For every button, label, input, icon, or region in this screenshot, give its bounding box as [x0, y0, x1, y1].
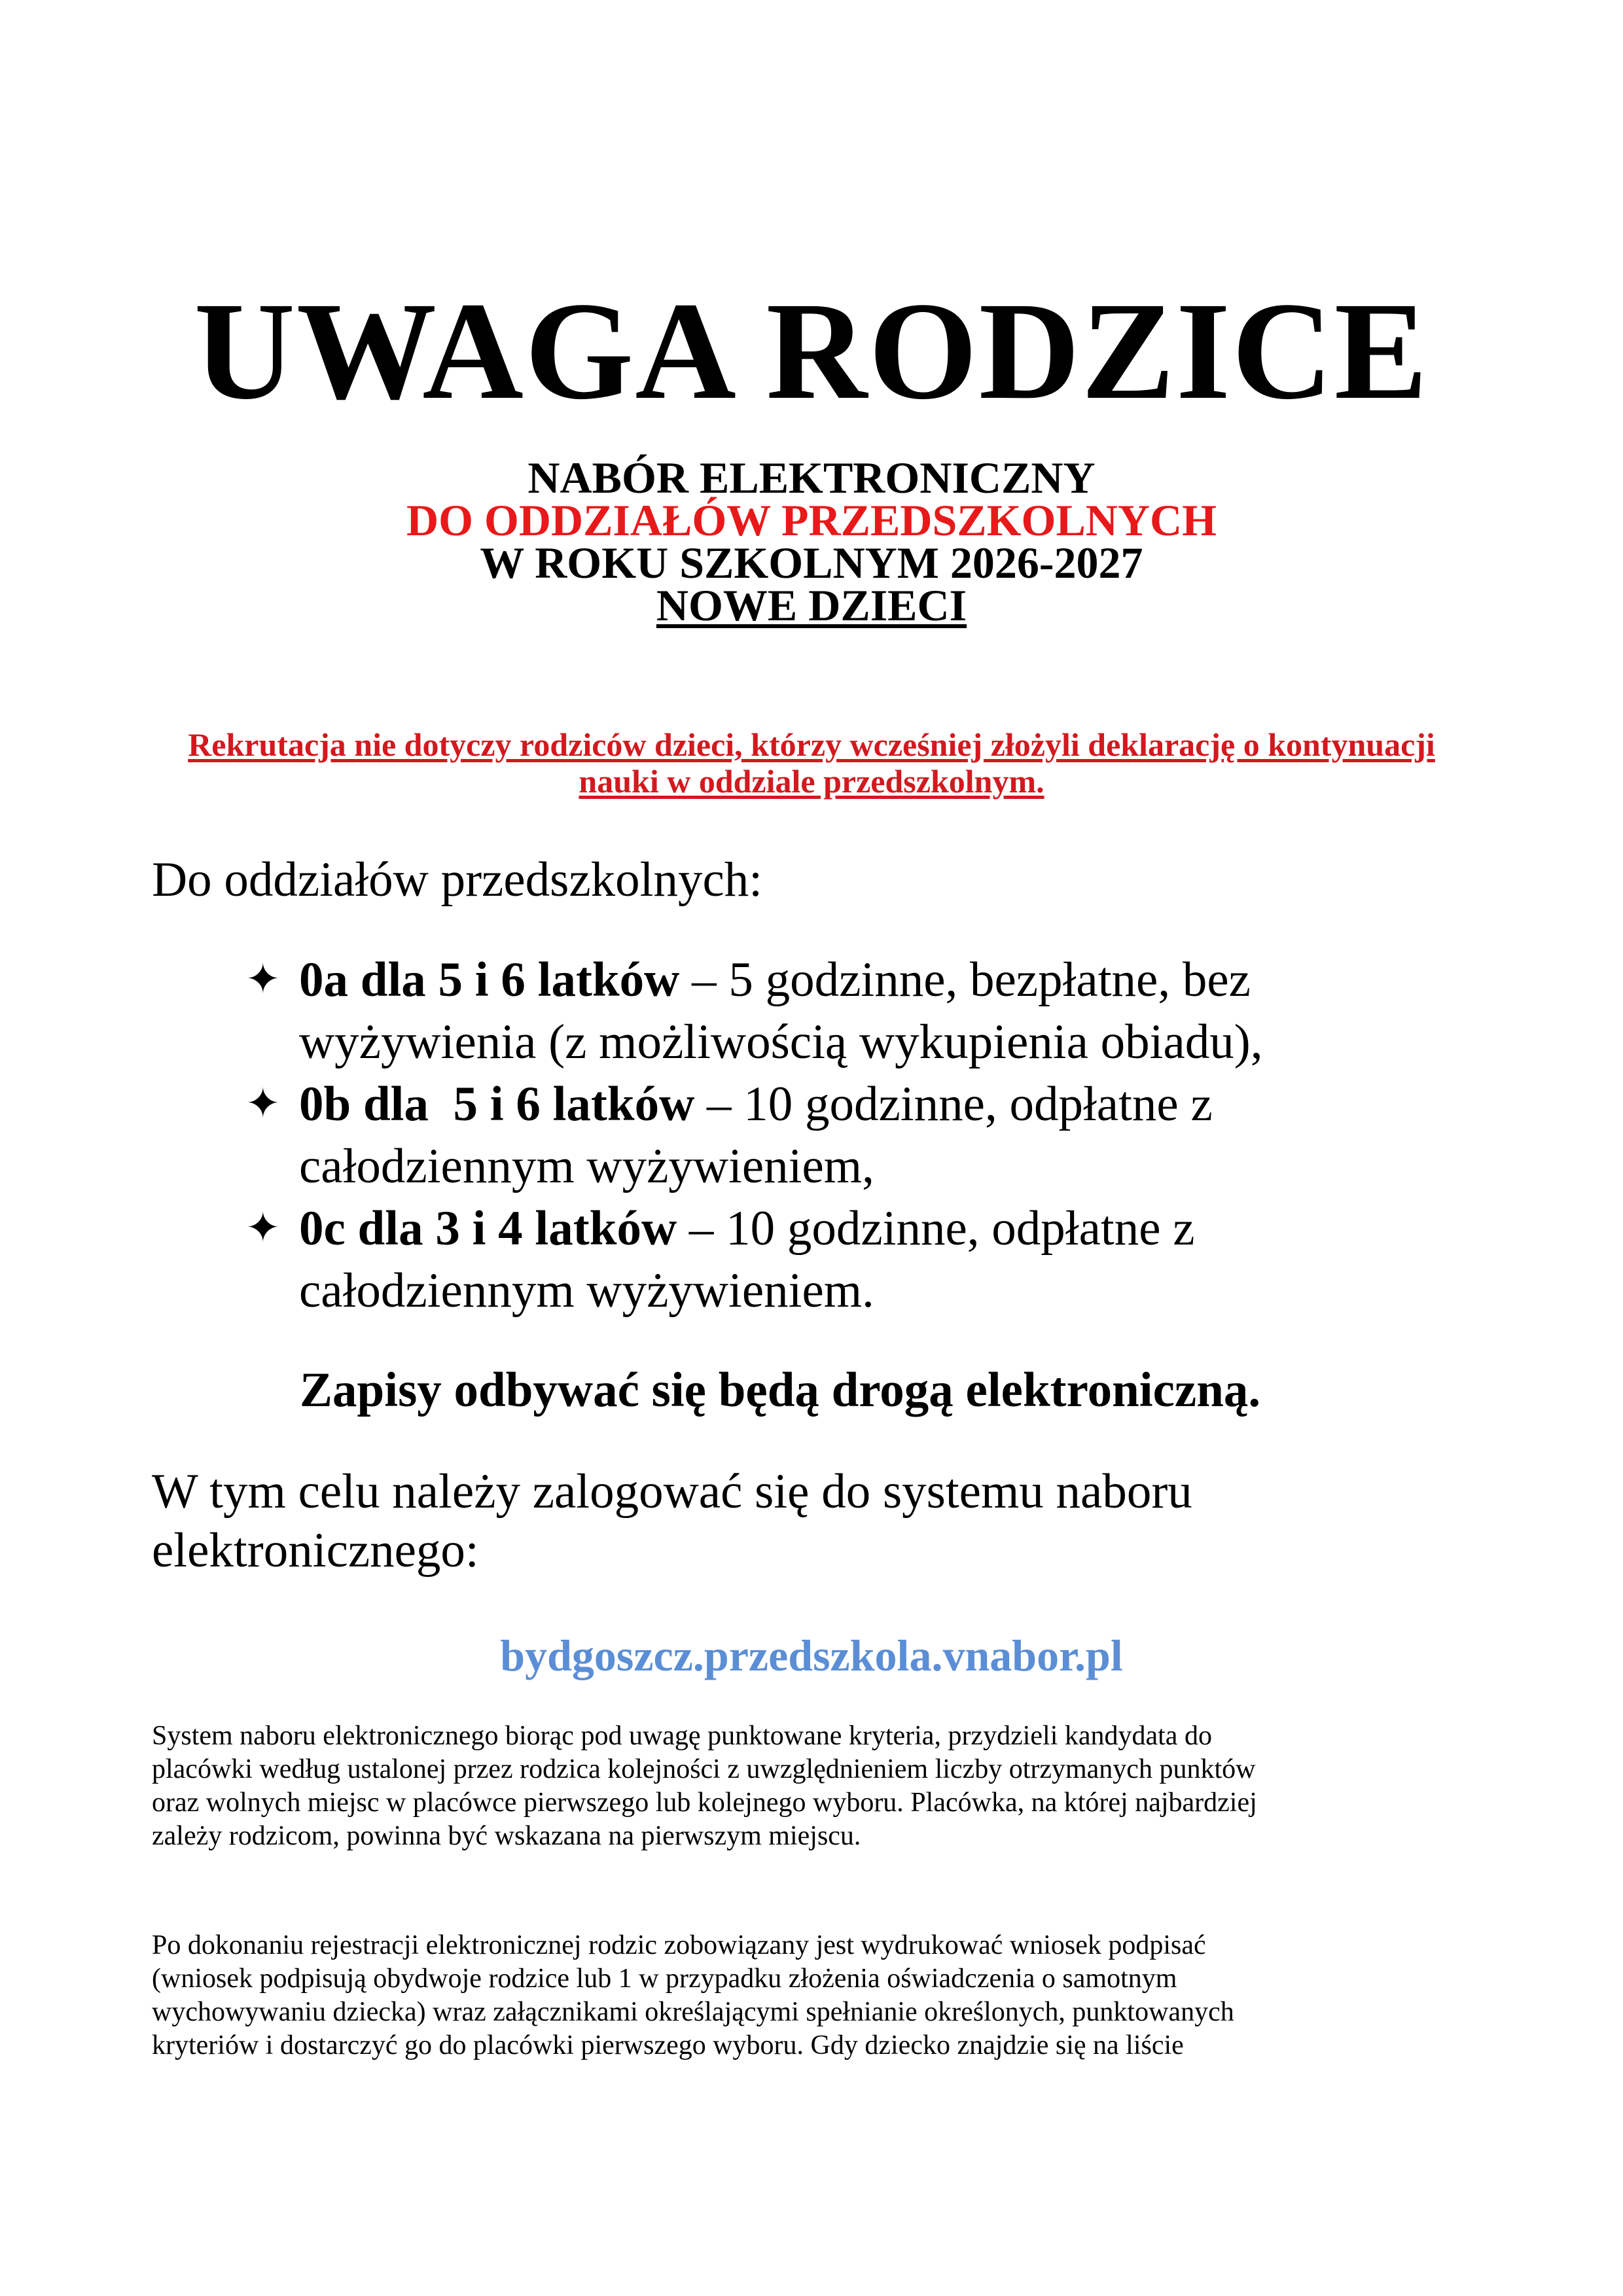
paragraph-line: Po dokonaniu rejestracji elektronicznej rodzic zobowiązany jest wydrukować wniosek podpisać	[152, 1930, 1206, 1960]
list-item	[245, 1197, 1489, 1322]
class-options-list	[245, 949, 1489, 1322]
option-name: 0b dla 5 i 6 latków	[299, 1077, 695, 1131]
option-description-cont: całodziennym wyżywieniem,	[299, 1139, 874, 1193]
enrollment-statement: Zapisy odbywać się będą drogą elektroniczną.	[300, 1363, 1261, 1417]
heading-block	[0, 453, 1623, 630]
recruitment-notice: Rekrutacja nie dotyczy rodziców dzieci, którzy wcześniej złożyli deklarację o kontynuacji nauki w oddziale przedszkolnym.	[188, 726, 1435, 800]
option-description-cont: całodziennym wyżywieniem.	[299, 1263, 874, 1318]
paragraph-line: kryteriów i dostarczyć go do placówki pierwszego wyboru. Gdy dziecko znajdzie się na liście	[152, 2030, 1184, 2060]
option-name: 0a dla 5 i 6 latków	[299, 953, 680, 1007]
heading-line-preschool: DO ODDZIAŁÓW PRZEDSZKOLNYCH	[406, 495, 1217, 545]
paragraph-line: placówki według ustalonej przez rodzica kolejności z uwzględnieniem liczby otrzymanych punktów	[152, 1754, 1256, 1784]
intro-text: Do oddziałów przedszkolnych:	[152, 853, 763, 907]
list-item	[245, 949, 1489, 1073]
paragraph-line: zależy rodzicom, powinna być wskazana na pierwszym miejscu.	[152, 1821, 861, 1851]
login-instruction-line: W tym celu należy zalogować się do systemu naboru	[152, 1464, 1192, 1519]
enrollment-system-link[interactable]: bydgoszcz.przedszkola.vnabor.pl	[500, 1631, 1123, 1680]
heading-line-new-children	[0, 580, 1623, 630]
paragraph-line: (wniosek podpisują obydwoje rodzice lub 1 w przypadku złożenia oświadczenia o samotnym	[152, 1964, 1177, 1994]
page-title: UWAGA RODZICE	[194, 274, 1429, 429]
paragraph-line: wychowywaniu dziecka) wraz załącznikami określającymi spełnianie określonych, punktowanych	[152, 1997, 1234, 2027]
list-item	[245, 1073, 1489, 1197]
star-bullet-icon: ✦	[245, 955, 281, 1004]
heading-new-children-text: NOWE DZIECI	[656, 580, 967, 630]
option-name: 0c dla 3 i 4 latków	[299, 1201, 677, 1256]
option-description: – 5 godzinne, bezpłatne, bez	[679, 953, 1251, 1007]
registration-paragraph	[152, 1929, 1480, 2062]
option-description-cont: wyżywienia (z możliwością wykupienia obiadu),	[299, 1015, 1263, 1069]
star-bullet-icon: ✦	[245, 1080, 281, 1128]
option-description: – 10 godzinne, odpłatne z	[677, 1201, 1195, 1256]
option-description: – 10 godzinne, odpłatne z	[694, 1077, 1213, 1131]
heading-line-school-year: W ROKU SZKOLNYM 2026-2027	[480, 538, 1143, 588]
login-instruction-line: elektronicznego:	[152, 1523, 479, 1578]
heading-line-recruitment: NABÓR ELEKTRONICZNY	[527, 453, 1096, 503]
paragraph-line: System naboru elektronicznego biorąc pod uwagę punktowane kryteria, przydzieli kandydata do	[152, 1721, 1212, 1751]
paragraph-line: oraz wolnych miejsc w placówce pierwszego lub kolejnego wyboru. Placówka, na której najbardziej	[152, 1788, 1257, 1818]
star-bullet-icon: ✦	[245, 1204, 281, 1252]
login-instruction	[152, 1462, 1526, 1580]
system-description-paragraph	[152, 1720, 1480, 1853]
